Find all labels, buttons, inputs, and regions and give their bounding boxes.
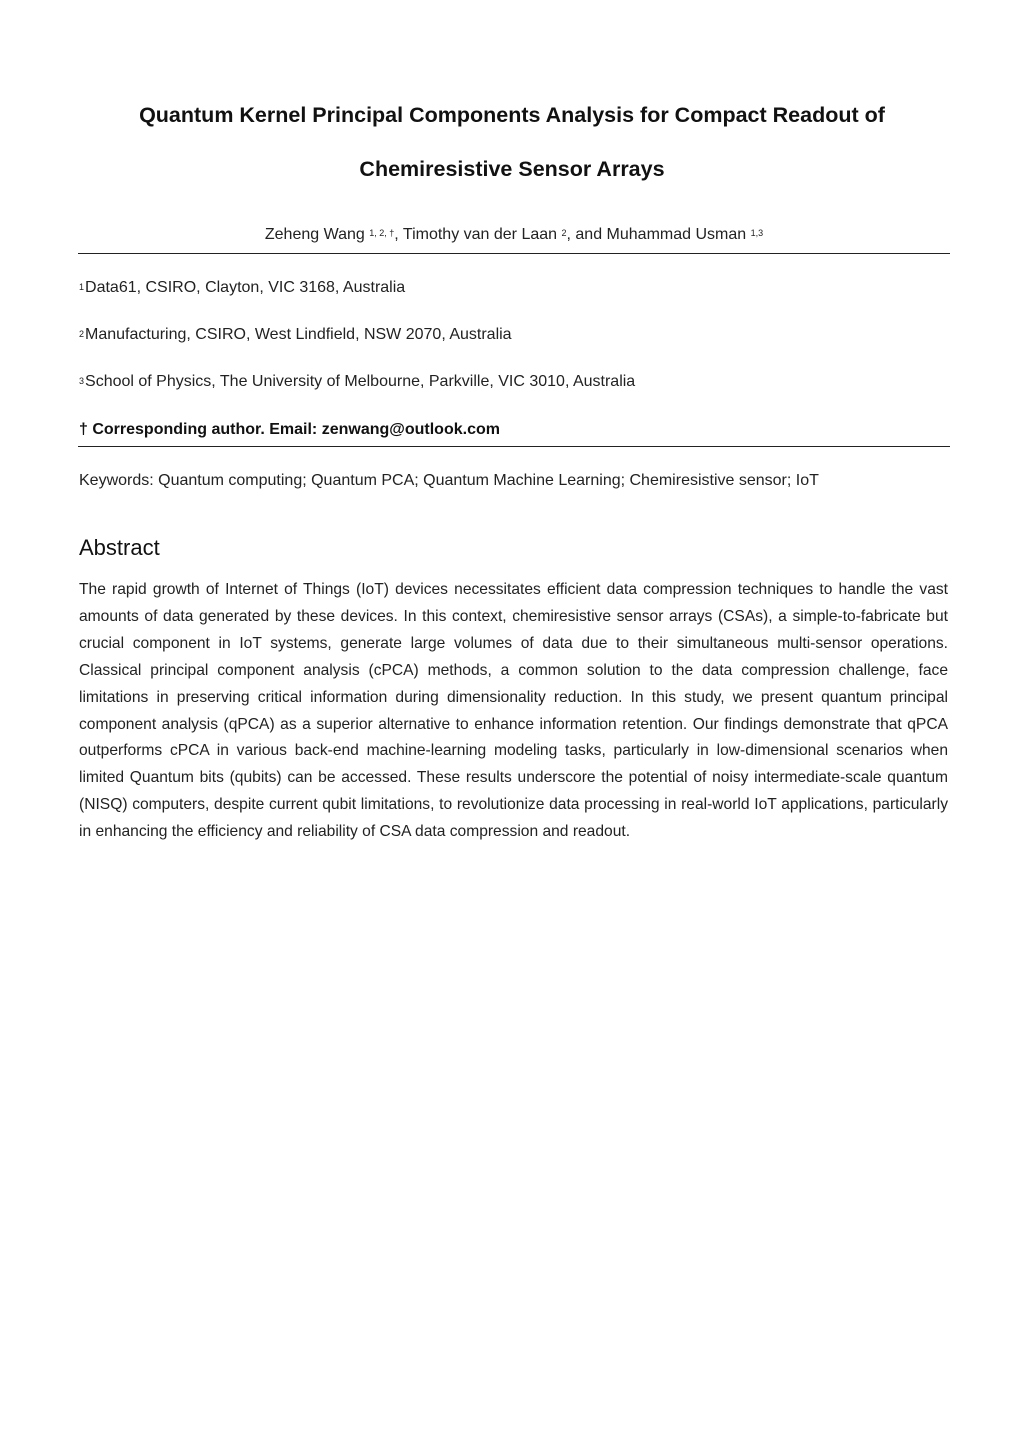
affiliation-marker: 3 [79,376,85,386]
header-divider-top [78,253,950,254]
affiliation-3 [79,373,635,391]
affiliation-text: Manufacturing, CSIRO, West Lindfield, NSW 2070, Australia [85,326,512,343]
affiliation-text: Data61, CSIRO, Clayton, VIC 3168, Australia [85,279,406,296]
keywords: Keywords: Quantum computing; Quantum PCA; Quantum Machine Learning; Chemiresistive sensor; IoT [79,472,819,489]
header-divider-bottom [78,446,950,447]
abstract-body: The rapid growth of Internet of Things (IoT) devices necessitates efficient data compression techniques to handle the vast amounts of data generated by these devices. In this context, chemiresistive sensor arrays (CSAs), a simple-to-fabricate but crucial component in IoT systems, generate large volumes of data due to their simultaneous multi-sensor operations. Classical principal component analysis (cPCA) methods, a common solution to the data compression challenge, face limitations in preserving critical information during dimensionality reduction. In this study, we present quantum principal component analysis (qPCA) as a superior alternative to enhance information retention. Our findings demonstrate that qPCA outperforms cPCA in various back-end machine-learning modeling tasks, particularly in low-dimensional scenarios when limited Quantum bits (qubits) can be accessed. These results underscore the potential of noisy intermediate-scale quantum (NISQ) computers, despite current qubit limitations, to revolutionize data processing in real-world IoT applications, particularly in enhancing the efficiency and reliability of CSA data compression and readout. [79,581,948,841]
author-affiliation-marker: 1,3 [750,228,764,238]
author-separator: , and [566,226,607,243]
author-affiliation-marker: 1, 2, † [369,228,395,238]
affiliation-marker: 2 [79,329,85,339]
author-name: Zeheng Wang [264,226,365,243]
affiliation-marker: 1 [79,282,85,292]
author-name: Timothy van der Laan [402,226,558,243]
affiliation-text: School of Physics, The University of Melbourne, Parkville, VIC 3010, Australia [85,373,636,390]
author-affiliation-marker: 2 [561,228,567,238]
abstract-heading: Abstract [79,535,160,560]
paper-title-line-2: Chemiresistive Sensor Arrays [359,157,665,181]
corresponding-author: † Corresponding author. Email: zenwang@outlook.com [79,421,500,438]
author-name: Muhammad Usman [606,226,747,243]
author-list [78,226,950,244]
affiliation-1 [79,279,405,297]
paper-title-line-1: Quantum Kernel Principal Components Analysis for Compact Readout of [139,103,885,127]
affiliation-2 [79,326,512,344]
author-separator: , [394,226,403,243]
